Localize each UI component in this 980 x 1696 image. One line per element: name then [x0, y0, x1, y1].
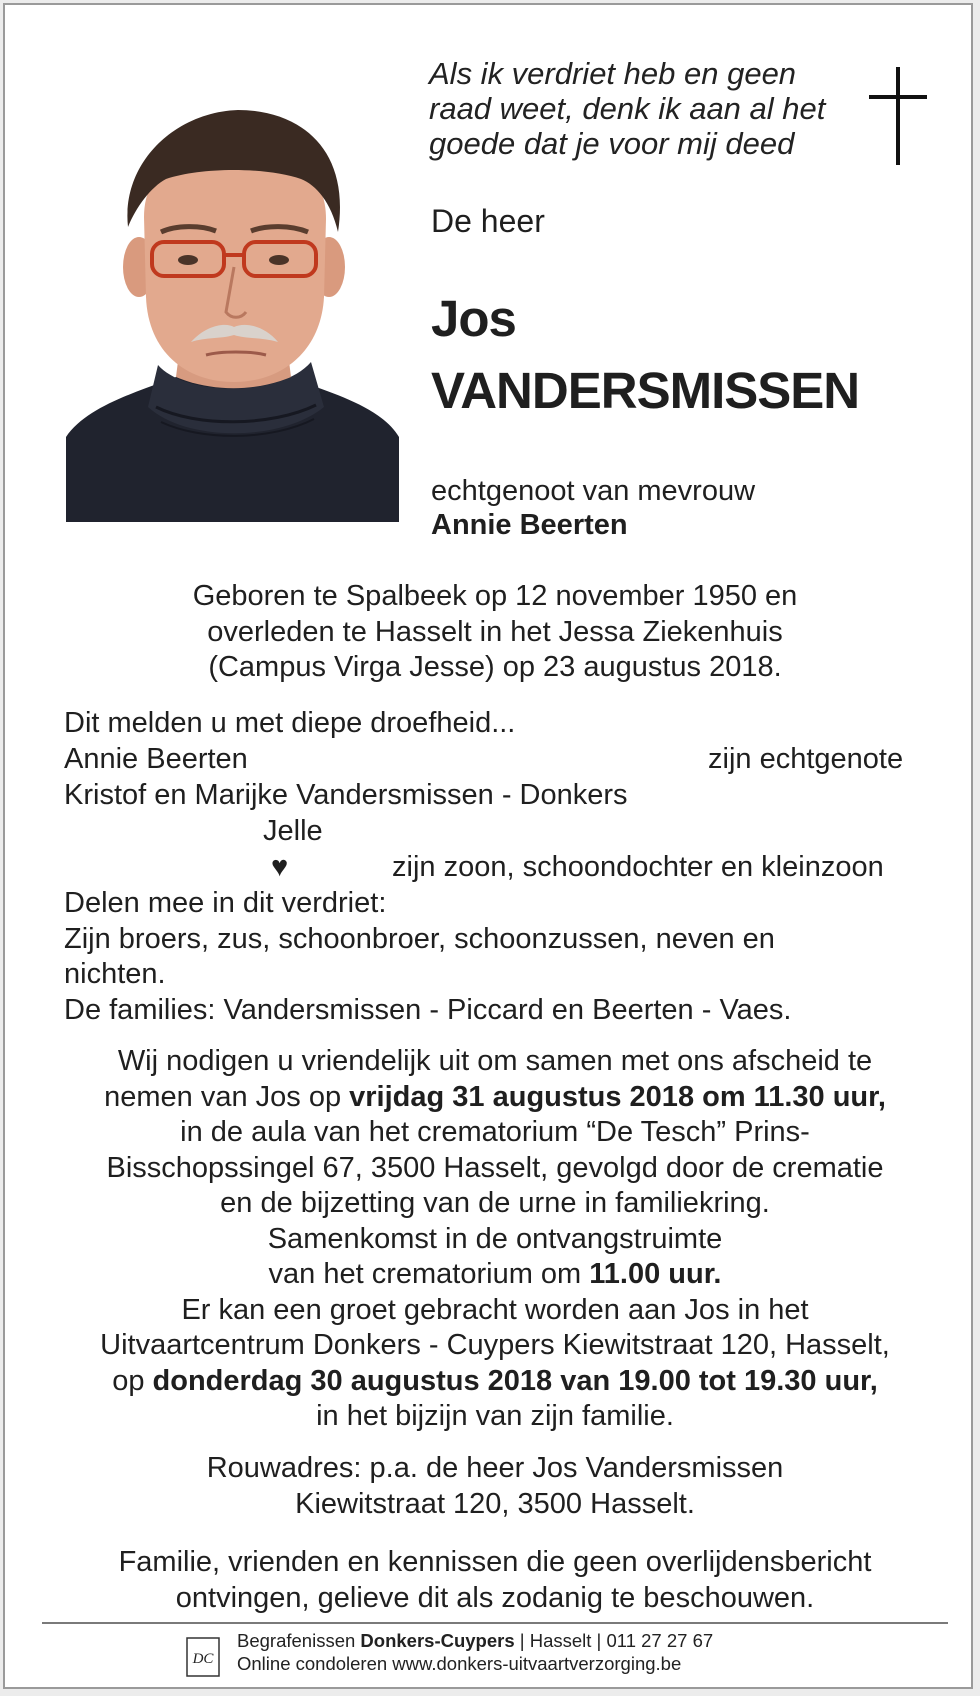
text-line: De families: Vandersmissen - Piccard en Beerten - Vaes. — [64, 993, 792, 1026]
poem-line: raad weet, denk ik aan al het — [429, 91, 826, 126]
logo-text: DC — [192, 1651, 214, 1667]
text-line: Uitvaartcentrum Donkers - Cuypers Kiewitstraat 120, Hasselt, — [100, 1329, 890, 1361]
text-line: Zijn broers, zus, schoonbroer, schoonzussen, neven en — [64, 922, 775, 955]
footer-line — [237, 1629, 713, 1652]
family-son-couple: Kristof en Marijke Vandersmissen - Donkers — [64, 779, 628, 811]
spouse-name: Annie Beerten — [431, 509, 628, 541]
ceremony-date: vrijdag 31 augustus 2018 om 11.30 uur, — [349, 1080, 886, 1113]
text-line: Bisschopssingel 67, 3500 Hasselt, gevolgd door de crematie — [106, 1151, 884, 1184]
text-part: nemen van Jos op — [104, 1080, 350, 1113]
text-line: nichten. — [64, 958, 166, 990]
text-line: Wij nodigen u vriendelijk uit om samen met ons afscheid te — [117, 1045, 873, 1077]
text-part: Begrafenissen — [237, 1630, 361, 1651]
birth-death-text — [25, 579, 965, 686]
text-line: Kiewitstraat 120, 3500 Hasselt. — [295, 1487, 695, 1520]
text-part: op — [112, 1364, 153, 1397]
deceased-last-name: VANDERSMISSEN — [431, 362, 860, 419]
heart-icon: ♥ — [271, 851, 289, 883]
online-condolences: Online condoleren www.donkers-uitvaartverzorging.be — [237, 1653, 682, 1674]
text-line: Er kan een groet gebracht worden aan Jos in het — [181, 1293, 809, 1326]
text-line: Rouwadres: p.a. de heer Jos Vandersmissen — [206, 1452, 784, 1484]
visitation-date: donderdag 30 augustus 2018 van 19.00 tot 19.30 uur, — [152, 1364, 878, 1397]
text-line: Familie, vrienden en kennissen die geen overlijdensbericht — [118, 1546, 872, 1578]
mourning-address — [25, 1451, 965, 1522]
poem — [429, 56, 825, 161]
text-line: (Campus Virga Jesse) op 23 augustus 2018. — [208, 651, 782, 683]
portrait-photo — [66, 107, 399, 522]
text-line: in het bijzijn van zijn familie. — [316, 1400, 674, 1432]
funeral-home-logo — [186, 1637, 220, 1677]
spouse-intro: echtgenoot van mevrouw — [431, 475, 756, 507]
family-spouse-name: Annie Beerten — [64, 743, 248, 775]
text-line: en de bijzetting van de urne in familiekring. — [220, 1187, 770, 1219]
text-line: overleden te Hasselt in het Jessa Ziekenhuis — [207, 615, 783, 648]
text-line: Geboren te Spalbeek op 12 november 1950 en — [192, 580, 798, 612]
family-spouse-role: zijn echtgenote — [708, 743, 904, 775]
poem-line: Als ik verdriet heb en geen — [429, 56, 797, 91]
family-son-role: zijn zoon, schoondochter en kleinzoon — [392, 851, 884, 883]
poem-line: goede dat je voor mij deed — [429, 126, 795, 161]
relatives-block — [64, 886, 791, 1028]
text-line: in de aula van het crematorium “De Tesch” Prins- — [180, 1116, 810, 1148]
text-part: | Hasselt | 011 27 27 67 — [514, 1630, 714, 1651]
text-line — [25, 1080, 965, 1116]
gathering-time: 11.00 uur. — [589, 1258, 722, 1290]
text-line — [25, 1257, 965, 1293]
cross-icon — [869, 67, 929, 165]
text-line: Delen mee in dit verdriet: — [64, 887, 387, 919]
footer — [237, 1629, 713, 1675]
ceremony-text — [25, 1044, 965, 1435]
family-grandson: Jelle — [263, 815, 323, 847]
deceased-first-name: Jos — [431, 290, 516, 347]
company-name: Donkers-Cuypers — [360, 1630, 515, 1651]
closing-note — [25, 1545, 965, 1616]
text-line: Samenkomst in de ontvangstruimte — [267, 1222, 723, 1255]
text-line: ontvingen, gelieve dit als zodanig te beschouwen. — [175, 1581, 815, 1614]
family-intro: Dit melden u met diepe droefheid... — [64, 707, 516, 739]
text-line — [25, 1364, 965, 1400]
honorific: De heer — [431, 203, 545, 239]
footer-divider — [42, 1622, 948, 1624]
text-part: van het crematorium om — [268, 1258, 590, 1290]
obituary-card — [3, 3, 973, 1689]
